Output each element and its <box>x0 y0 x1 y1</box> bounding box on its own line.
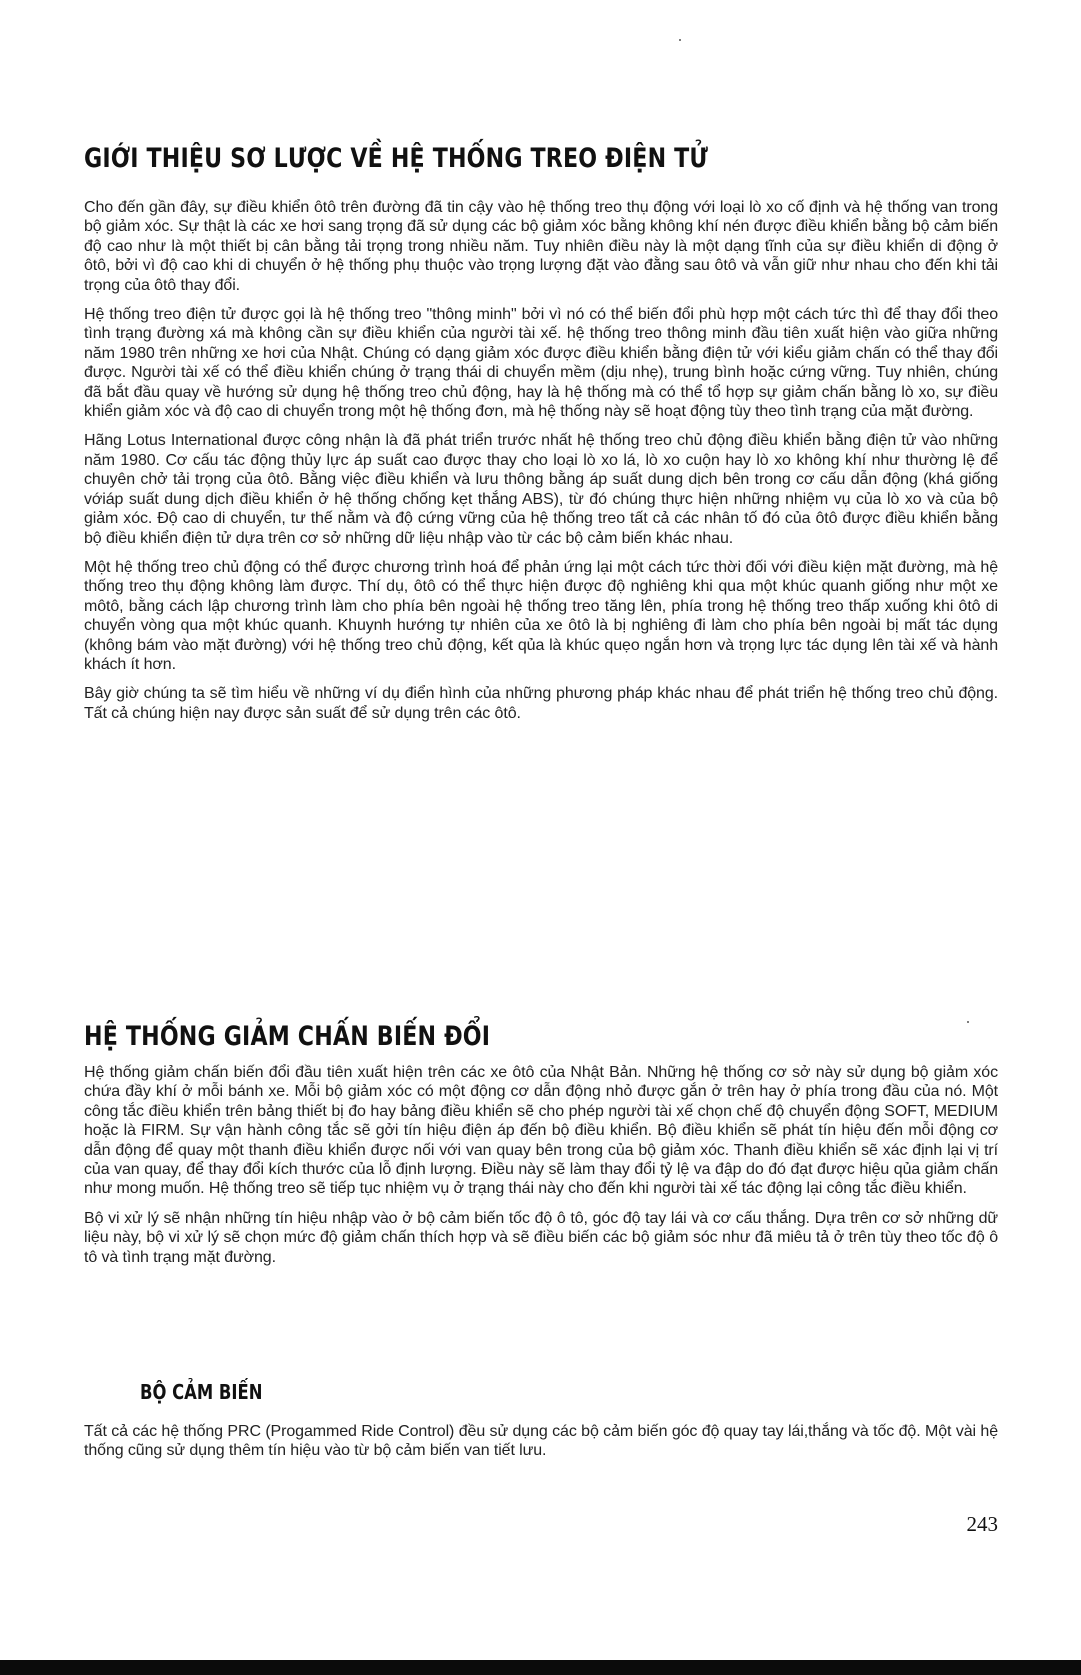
section-title: GIỚI THIỆU SƠ LƯỢC VỀ HỆ THỐNG TREO ĐIỆN TỬ <box>84 143 709 174</box>
section2-body <box>84 1063 998 1267</box>
paragraph-prc-sensors: Tất cả các hệ thống PRC (Progammed Ride Control) đều sử dụng các bộ cảm biến góc độ quay tay lái,thắng và tốc độ. Một vài hệ thống cũng sử dụng thêm tín hiệu vào từ bộ cảm biến van tiết lưu. <box>84 1423 998 1460</box>
paragraph-active-suspension: Một hệ thống treo chủ động có thể được chương trình hoá để phản ứng lại một cách tức thời đối với điều kiện mặt đường, mà hệ thống treo thụ động không làm được. Thí dụ, ôtô có thể thực hiện được độ nghiêng khi qua một khúc quanh giống như một xe môtô, bằng cách lập chương trình làm cho phía bên ngoài hệ thống treo tăng lên, phía trong hệ thống treo thấp xuống khi ôtô di chuyển vòng qua một khúc quanh. Khuynh hướng tự nhiên của xe ôtô là bị nghiêng đi làm cho phía bên ngoài bị mất tác dụng (không bám vào mặt đường) với hệ thống treo chủ động, kết qủa là khúc quẹo ngắn hơn và trọng lực tác dụng lên tài xế và hành khách ít hơn. <box>84 558 998 673</box>
section-heading-variable-damping <box>84 1021 998 1052</box>
subsection-heading-sensors <box>140 1380 998 1404</box>
scan-speck <box>967 1021 969 1023</box>
subsection-title: BỘ CẢM BIẾN <box>140 1380 263 1404</box>
paragraph-microprocessor: Bộ vi xử lý sẽ nhận những tín hiệu nhập vào ở bộ cảm biến tốc độ ô tô, góc độ tay lái và cơ cấu thắng. Dựa trên cơ sở những dữ liệu này, bộ vi xử lý sẽ chọn mức độ giảm chấn thích hợp và sẽ điều biến các bộ giảm sóc như đã miêu tả ở trên tùy theo tốc độ ô tô và tình trạng mặt đường. <box>84 1209 998 1266</box>
subsection-body <box>84 1422 998 1461</box>
paragraph-examples: Bây giờ chúng ta sẽ tìm hiểu về những ví dụ điển hình của những phương pháp khác nhau để phát triển hệ thống treo chủ động. Tất cả chúng hiện nay được sản suất để sử dụng trên các ôtô. <box>84 685 998 722</box>
page-number: 243 <box>966 1512 998 1536</box>
section-heading-electronic-suspension <box>84 143 998 174</box>
scan-bottom-edge <box>0 1660 1081 1675</box>
paragraph-intro: Cho đến gần đây, sự điều khiển ôtô trên đường đã tin cậy vào hệ thống treo thụ động với loại lò xo cố định và hệ thống van trong bộ giảm xóc. Sự thật là các xe hơi sang trọng đã sử dụng các bộ giảm xóc bằng không khí nén được điều khiển bằng bộ cảm biến độ cao như là một thiết bị cân bằng tải trọng trong nhiều năm. Tuy nhiên điều này là một dạng tĩnh của sự điều khiển di động ở ôtô, bởi vì độ cao khi di chuyển ở hệ thống phụ thuộc vào trọng lượng đặt vào đằng sau ôtô và vẫn giữ như nhau cho đến khi tải trọng của ôtô thay đổi. <box>84 199 998 294</box>
section1-body <box>84 198 998 723</box>
paragraph-variable-damping: Hệ thống giảm chấn biến đổi đầu tiên xuất hiện trên các xe ôtô của Nhật Bản. Những hệ thống cơ sở này sử dụng bộ giảm xóc chứa đầy khí ở mỗi bánh xe. Mỗi bộ giảm xóc có một động cơ dẫn động nhỏ được gắn ở trên hay ở phía trong đầu của nó. Một công tắc điều khiển trên bảng thiết bị đo hay bảng điều khiển sẽ cho phép người tài xế chọn chế độ chuyển động SOFT, MEDIUM hoặc là FIRM. Sự vận hành công tắc sẽ gởi tín hiệu điện áp đến bộ điều khiển. Bộ điều khiển sẽ phát tín hiệu đến mỗi động cơ dẫn động để quay một thanh điều khiển được nối với van quay bên trong của bộ giảm xóc. Thanh điều khiển sẽ xác định lại vị trí của van quay, để thay đổi kích thước của lỗ định lượng. Điều này sẽ làm thay đổi tỷ lệ va đập do đó đạt được hiệu qủa giảm chấn như mong muốn. Hệ thống treo sẽ tiếp tục nhiệm vụ ở trạng thái này cho đến khi người tài xế tác động lại công tắc điều khiển. <box>84 1064 998 1198</box>
section-title: HỆ THỐNG GIẢM CHẤN BIẾN ĐỔI <box>84 1021 491 1052</box>
scan-speck <box>679 39 681 41</box>
paragraph-lotus: Hãng Lotus International được công nhận là đã phát triển trước nhất hệ thống treo chủ động điều khiển bằng điện tử vào những năm 1980. Cơ cấu tác động thủy lực áp suất cao được thay cho loại lò xo lá, lò xo cuộn hay lò xo không khí như thường lệ để chuyên chở tải trọng của ôtô. Bằng việc điều khiển và lưu thông bằng áp suất dung dịch bên trong cơ cấu dẫn động (khá giống vớiáp suất dung dịch điều khiển ở hệ thống chống kẹt thắng ABS), từ đó chúng thực hiện những nhiệm vụ của lò xo và của bộ giảm xóc. Độ cao di chuyển, tư thế nằm và độ cứng vững của hệ thống treo tất cả các nhân tố đó của ôtô được điều khiển bằng bộ điều khiển điện tử dựa trên cơ sở những dữ liệu nhập vào từ các bộ cảm biến khác nhau. <box>84 432 998 547</box>
paragraph-smart-suspension: Hệ thống treo điện tử được gọi là hệ thống treo "thông minh" bởi vì nó có thể biến đổi phù hợp một cách tức thì để thay đổi theo tình trạng đường xá mà không cần sự điều khiển của người tài xế. hệ thống treo thông minh đầu tiên xuất hiện vào giữa những năm 1980 trên những xe hơi của Nhật. Chúng có dạng giảm xóc được điều khiển bằng điện tử với kiểu giảm chấn có thể thay đổi được. Người tài xế có thể điều khiển chúng ở trạng thái di chuyển mềm (dịu nhẹ), trung bình hoặc cứng vững. Tuy nhiên, chúng đã bắt đầu quay về hướng sử dụng hệ thống treo chủ động, hay là hệ thống mà có thể tổ hợp sự giảm chấn bằng lò xo, sự điều khiển giảm xóc và độ cao di chuyển trong một hệ thống đơn, mà hệ thống này sẽ hoạt động tùy theo tình trạng của mặt đường. <box>84 306 998 421</box>
